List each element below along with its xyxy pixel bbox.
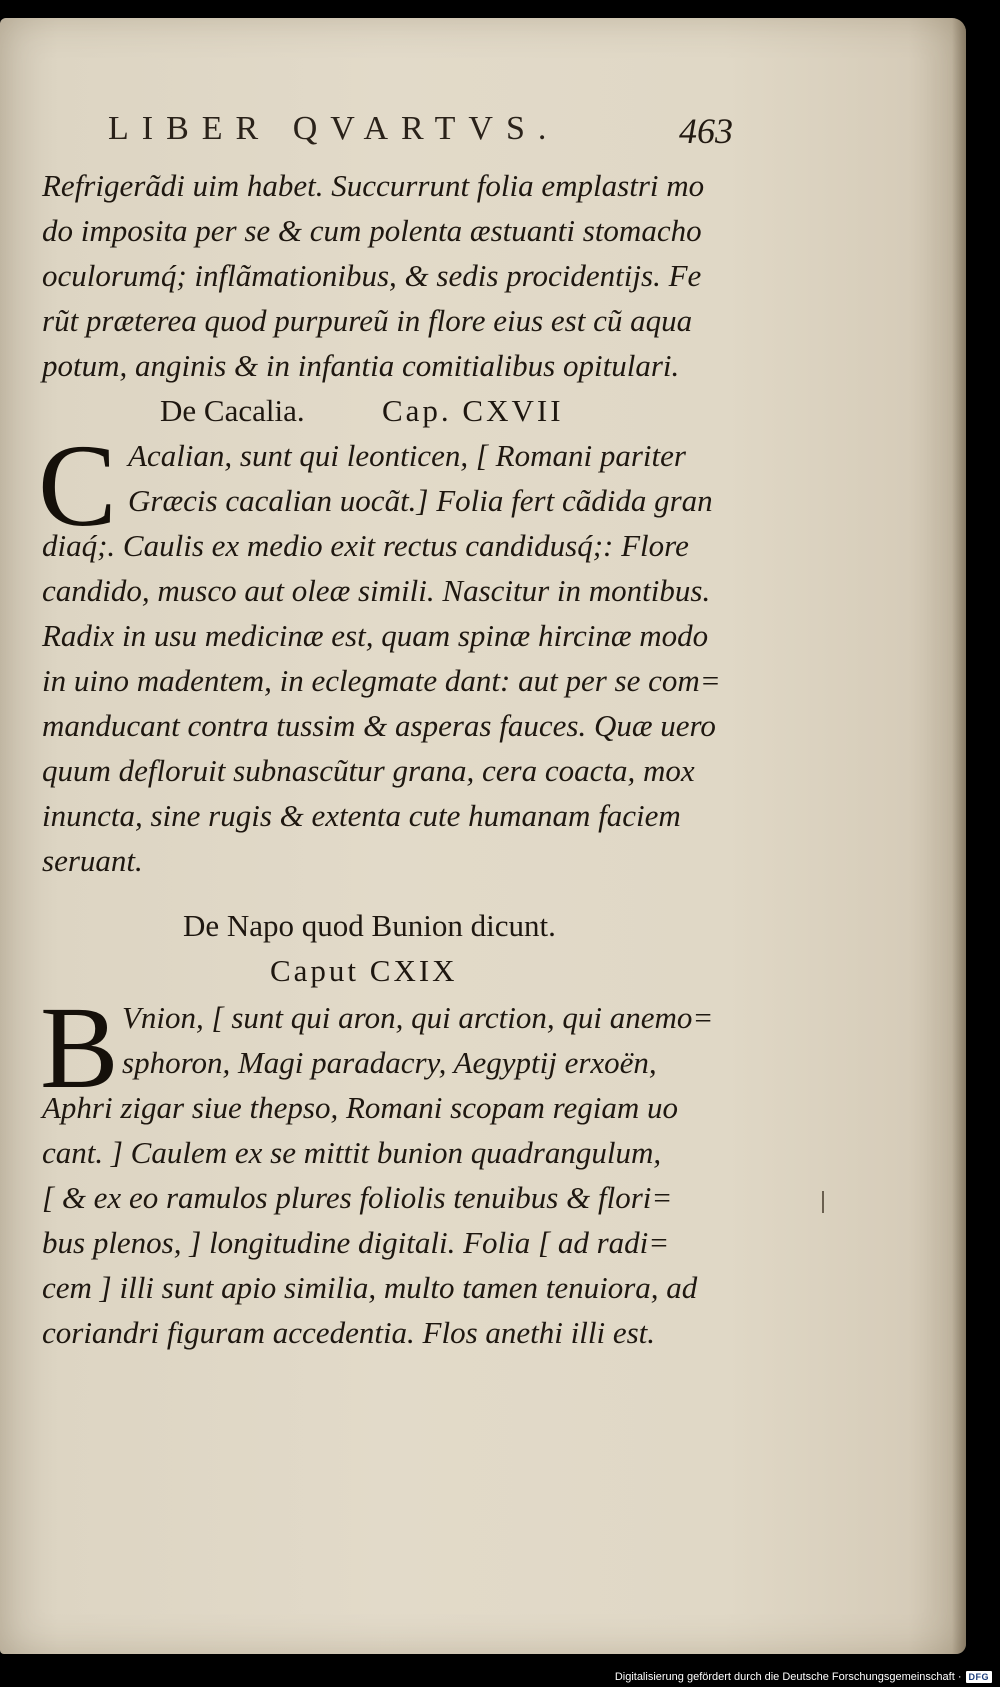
text-line: candido, musco aut oleæ simili. Nascitur in montibus.: [42, 573, 711, 608]
text-line: sphoron, Magi paradacry, Aegyptij erxoën,: [122, 1045, 657, 1080]
text-line: manducant contra tussim & asperas fauces. Quæ uero: [42, 708, 716, 743]
text-line: Vnion, [ sunt qui aron, qui arction, qui anemo=: [122, 1000, 714, 1035]
text-line: Radix in usu medicinæ est, quam spinæ hircinæ modo: [42, 618, 709, 653]
text-line: bus plenos, ] longitudine digitali. Folia [ ad radi=: [42, 1225, 670, 1260]
text-line: in uino madentem, in eclegmate dant: aut per se com=: [42, 663, 721, 698]
drop-cap: C: [38, 420, 117, 551]
dfg-logo-icon: DFG: [966, 1671, 993, 1683]
text-line: cem ] illi sunt apio similia, multo tamen tenuiora, ad: [42, 1270, 698, 1305]
chapter-label: Cap. CXVII: [382, 393, 564, 428]
text-line: Græcis cacalian uocãt.] Folia fert cãdida gran: [128, 483, 713, 518]
text-line: [ & ex eo ramulos plures foliolis tenuibus & flori=: [42, 1180, 673, 1215]
text-line: inuncta, sine rugis & extenta cute humanam faciem: [42, 798, 681, 833]
text-line: oculorumq́; inflãmationibus, & sedis procidentijs. Fe: [42, 258, 702, 293]
page-header: [108, 110, 733, 160]
section-title: De Cacalia.: [160, 393, 305, 428]
page-number: 463: [679, 111, 733, 151]
text-line: potum, anginis & in infantia comitialibus opitulari.: [42, 348, 680, 383]
credit-text: Digitalisierung gefördert durch die Deutsche Forschungsgemeinschaft ·: [614, 1671, 962, 1683]
text-line: Aphri zigar siue thepso, Romani scopam regiam uo: [42, 1090, 679, 1125]
text-line: rũt præterea quod purpureũ in flore eius est cũ aqua: [42, 303, 693, 338]
section-title: De Napo quod Bunion dicunt.: [183, 908, 556, 943]
text-line: seruant.: [42, 843, 143, 878]
text-line: Acalian, sunt qui leonticen, [ Romani pariter: [128, 438, 686, 473]
text-line: cant. ] Caulem ex se mittit bunion quadrangulum,: [42, 1135, 662, 1170]
text-line: diaq́;. Caulis ex medio exit rectus candidusq́;: Flore: [42, 528, 689, 563]
text-line: coriandri figuram accedentia. Flos anethi illi est.: [42, 1315, 656, 1350]
book-page: [0, 18, 966, 1654]
chapter-label: Caput CXIX: [270, 953, 458, 988]
text-line: do imposita per se & cum polenta æstuanti stomacho: [42, 213, 702, 248]
text-line: Refrigerãdi uim habet. Succurrunt folia emplastri mo: [42, 168, 705, 203]
text-line: quum defloruit subnascũtur grana, cera coacta, mox: [42, 753, 695, 788]
digitization-credit: [615, 1671, 992, 1683]
drop-cap: B: [40, 982, 119, 1113]
margin-mark: [822, 1191, 824, 1213]
running-head: LIBER QVARTVS.: [108, 110, 560, 147]
